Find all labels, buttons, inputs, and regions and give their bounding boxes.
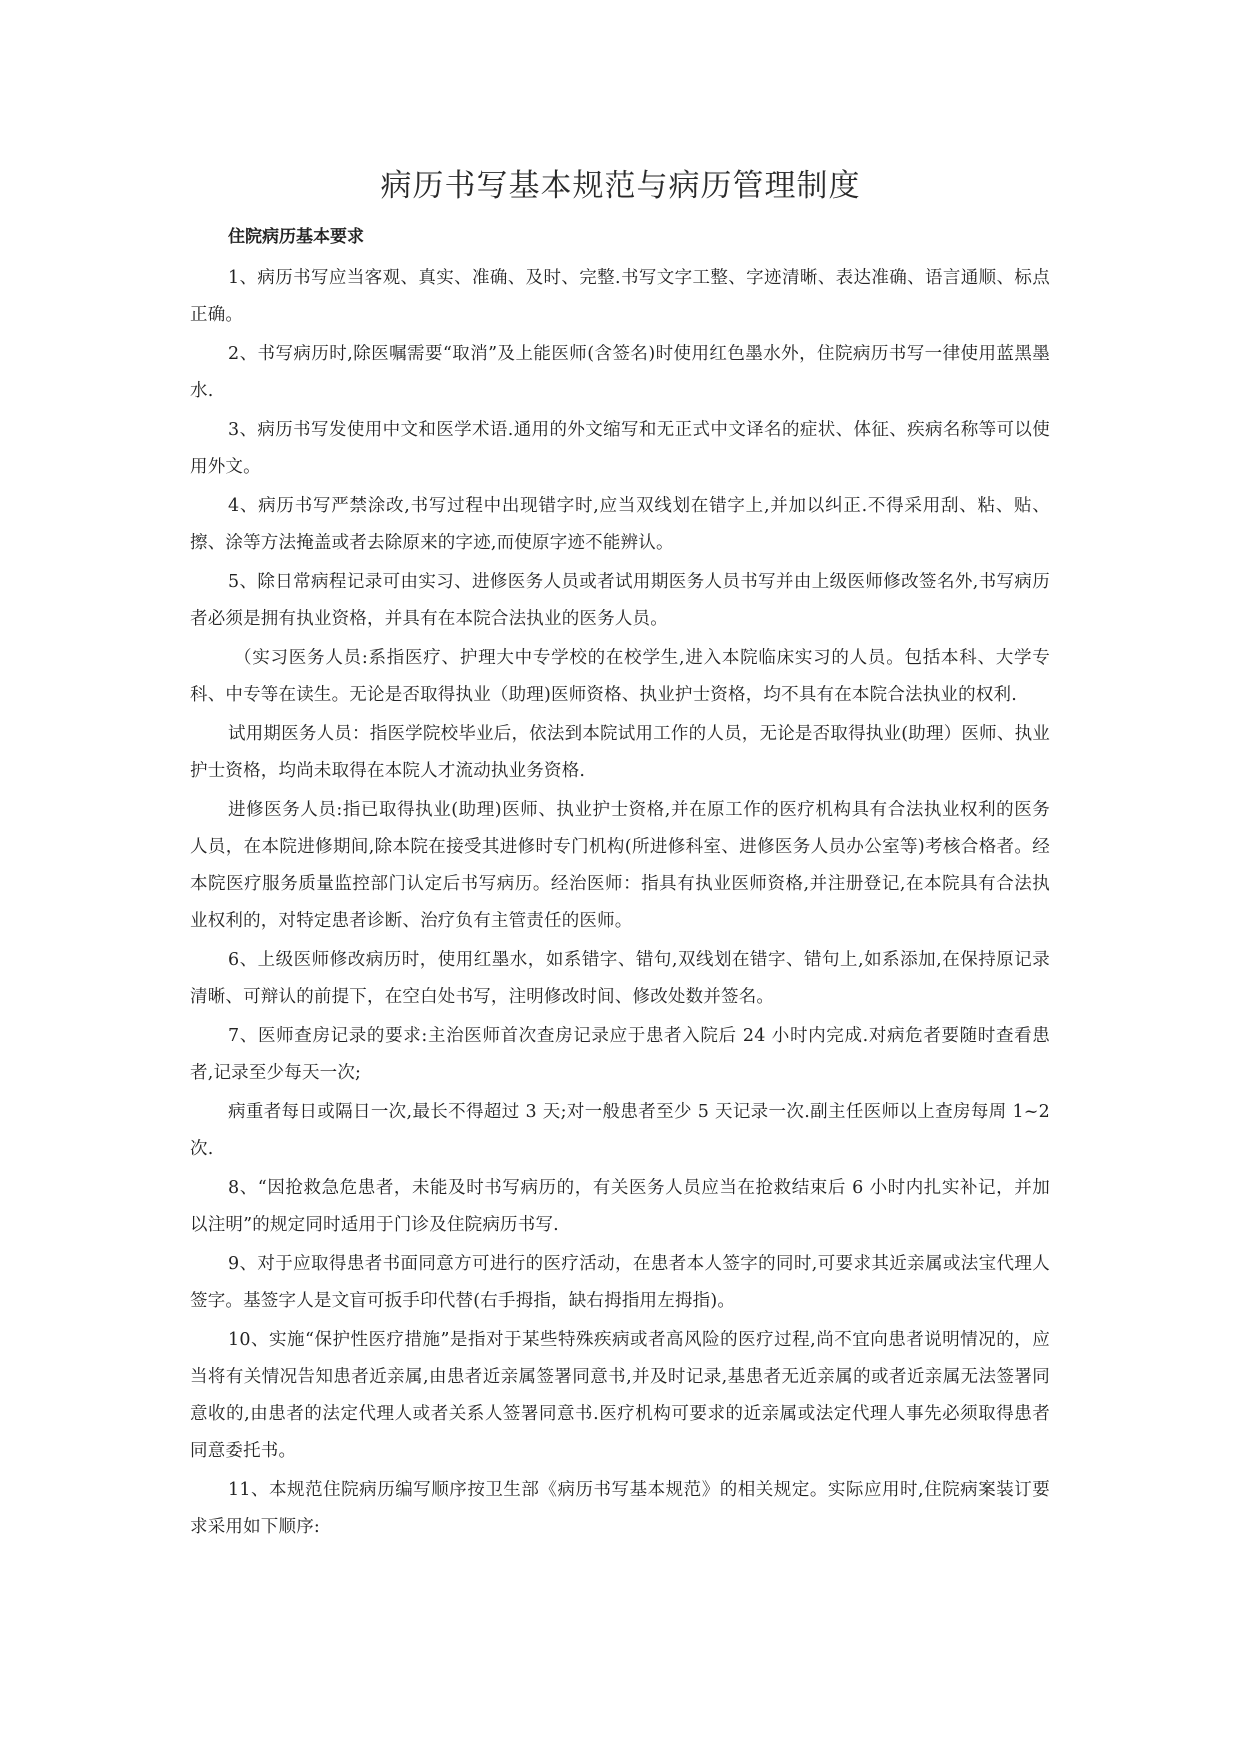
paragraph-10: 10、实施“保护性医疗措施”是指对于某些特殊疾病或者高风险的医疗过程,尚不宜向患者说明情况的，应当将有关情况告知患者近亲属,由患者近亲属签署同意书,并及时记录,基患者无近亲属的或者近亲属无法签署同意收的,由患者的法定代理人或者关系人签署同意书.医疗机构可要求的近亲属或法定代理人事先必须取得患者同意委托书。 bbox=[190, 1330, 1050, 1461]
paragraph-9: 9、对于应取得患者书面同意方可进行的医疗活动，在患者本人签字的同时,可要求其近亲属或法宝代理人签字。基签字人是文盲可扳手印代替(右手拇指，缺右拇指用左拇指)。 bbox=[190, 1254, 1050, 1311]
paragraph-7: 7、医师查房记录的要求:主治医师首次查房记录应于患者入院后 24 小时内完成.对病危者要随时查看患者,记录至少每天一次; bbox=[190, 1026, 1050, 1083]
paragraph-8: 8、“因抢救急危患者，未能及时书写病历的，有关医务人员应当在抢救结束后 6 小时内扎实补记，并加以注明”的规定同时适用于门诊及住院病历书写. bbox=[190, 1178, 1050, 1235]
paragraph-probation-definition: 试用期医务人员：指医学院校毕业后，依法到本院试用工作的人员，无论是否取得执业(助理）医师、执业护士资格，均尚未取得在本院人才流动执业务资格. bbox=[190, 724, 1050, 781]
section-heading: 住院病历基本要求 bbox=[228, 227, 364, 247]
paragraph-trainee-definition: 进修医务人员:指已取得执业(助理)医师、执业护士资格,并在原工作的医疗机构具有合法执业权利的医务人员，在本院进修期间,除本院在接受其进修时专门机构(所进修科室、进修医务人员办公室等)考核合格者。经本院医疗服务质量监控部门认定后书写病历。经治医师：指具有执业医师资格,并注册登记,在本院具有合法执业权利的，对特定患者诊断、治疗负有主管责任的医师。 bbox=[190, 800, 1050, 931]
paragraph-7-continued: 病重者每日或隔日一次,最长不得超过 3 天;对一般患者至少 5 天记录一次.副主任医师以上查房每周 1~2 次. bbox=[190, 1102, 1050, 1159]
document-title: 病历书写基本规范与病历管理制度 bbox=[380, 168, 861, 204]
document-body bbox=[190, 222, 1050, 1548]
paragraph-5: 5、除日常病程记录可由实习、进修医务人员或者试用期医务人员书写并由上级医师修改签名外,书写病历者必须是拥有执业资格，并具有在本院合法执业的医务人员。 bbox=[190, 572, 1050, 629]
paragraph-6: 6、上级医师修改病历时，使用红墨水，如系错字、错句,双线划在错字、错句上,如系添加,在保持原记录清晰、可辩认的前提下，在空白处书写，注明修改时间、修改处数并签名。 bbox=[190, 950, 1050, 1007]
paragraph-11: 11、本规范住院病历编写顺序按卫生部《病历书写基本规范》的相关规定。实际应用时,住院病案装订要求采用如下顺序: bbox=[190, 1480, 1050, 1537]
paragraph-4: 4、病历书写严禁涂改,书写过程中出现错字时,应当双线划在错字上,并加以纠正.不得采用刮、粘、贴、擦、涂等方法掩盖或者去除原来的字迹,而使原字迹不能辨认。 bbox=[190, 496, 1050, 553]
paragraph-1: 1、病历书写应当客观、真实、准确、及时、完整.书写文字工整、字迹清晰、表达准确、语言通顺、标点正确。 bbox=[190, 268, 1050, 325]
paragraph-3: 3、病历书写发使用中文和医学术语.通用的外文缩写和无正式中文译名的症状、体征、疾病名称等可以使用外文。 bbox=[190, 420, 1050, 477]
paragraph-2: 2、书写病历时,除医嘱需要“取消”及上能医师(含签名)时使用红色墨水外，住院病历书写一律使用蓝黑墨水. bbox=[190, 344, 1050, 401]
paragraph-intern-definition: （实习医务人员:系指医疗、护理大中专学校的在校学生,进入本院临床实习的人员。包括本科、大学专科、中专等在读生。无论是否取得执业（助理)医师资格、执业护士资格，均不具有在本院合法执业的权利. bbox=[190, 648, 1050, 705]
